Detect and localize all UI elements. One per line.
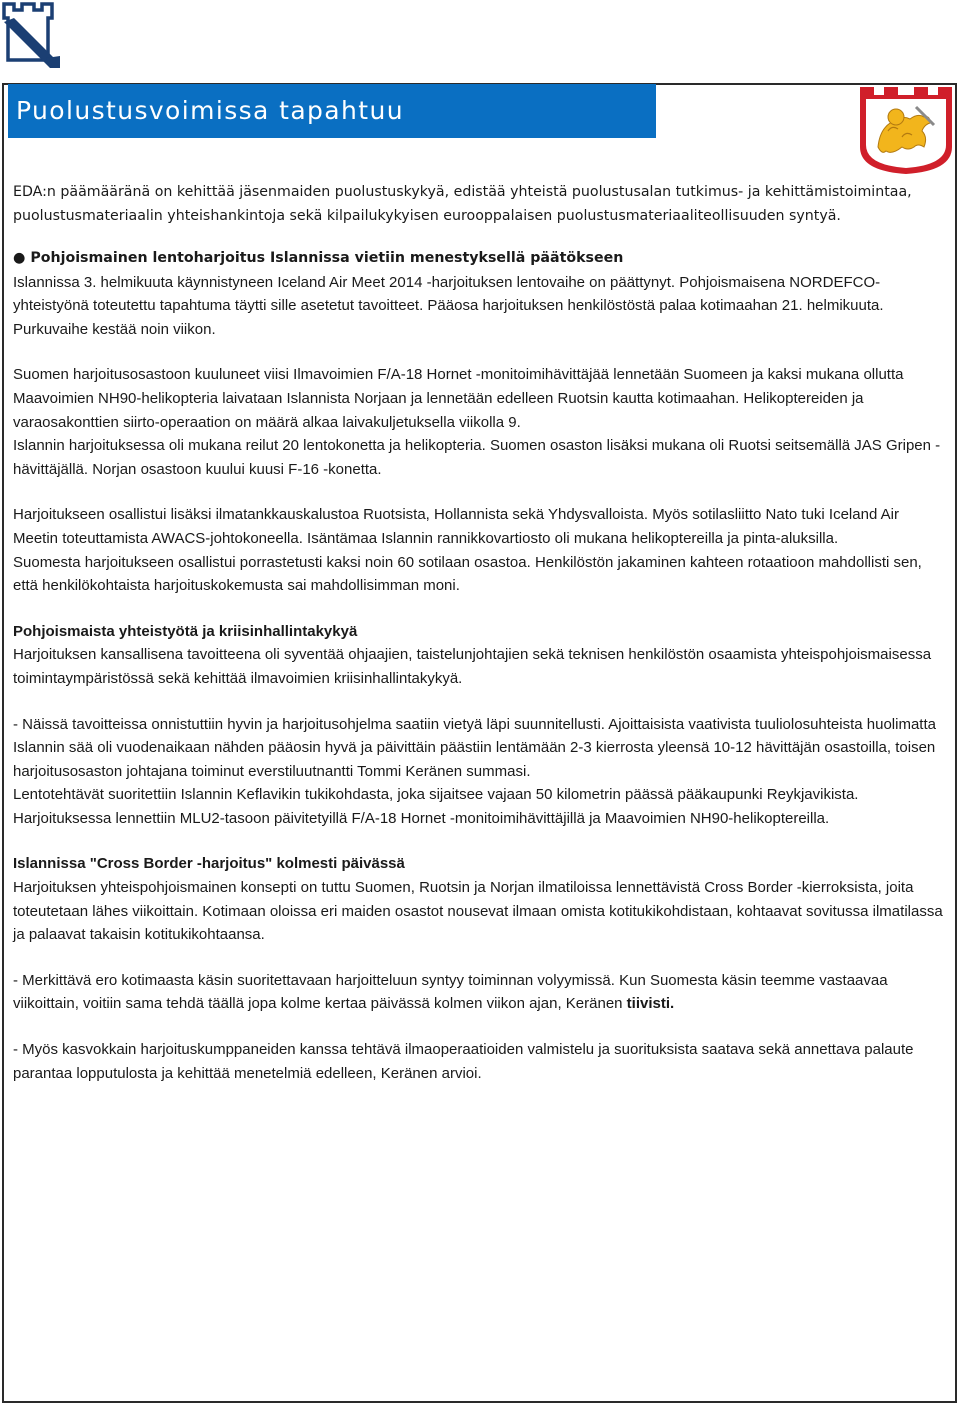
- section-heading: Islannissa "Cross Border -harjoitus" kolmesti päivässä: [13, 855, 405, 873]
- quote-paragraph: - Näissä tavoitteissa onnistuttiin hyvin ja harjoitusohjelma saatiin vietyä läpi suunnitellusti. Ajoittaisista vaativista tuuliolosuhteista huolimatta Islannin sää oli vuodenaikaan nähden pääosin hyvä ja päivittäin päästiin lentämään 2-3 kierrosta yleensä 10-12 hävittäjän osastoilla, toisen harjoitusosaston johtajana toiminut everstiluutnantti Tommi Keränen summasi.: [13, 715, 936, 780]
- paragraph: Suomen harjoitusosastoon kuuluneet viisi Ilmavoimien F/A-18 Hornet -monitoimihävittäjää lennetään Suomeen ja kaksi mukana ollutta Maavoimien NH90-helikopteria laivataan Islannista Norjaan ja lennetään edelleen Ruotsin kautta kotimaahan. Helikoptereiden ja varaosakonttien siirto-operaation on määrä alkaa laivakuljetuksella viikolla 9.: [13, 366, 904, 431]
- tower-shield-logo-icon: [0, 0, 62, 75]
- quote-paragraph: [13, 969, 948, 1016]
- paragraph: Lentotehtävät suoritettiin Islannin Keflavikin tukikohdasta, joka sijaitsee vajaan 50 kilometrin päässä pääkaupunki Reykjavikista. Harjoituksessa lennettiin MLU2-tasoon päivitetyillä F/A-18 Hornet -monitoimihävittäjillä ja Maavoimien NH90-helikoptereilla.: [13, 786, 859, 827]
- section-heading: Pohjoismaista yhteistyötä ja kriisinhallintakykyä: [13, 622, 358, 640]
- paragraph: Harjoitukseen osallistui lisäksi ilmatankkauskalustoa Ruotsista, Hollannista sekä Yhdysvalloista. Myös sotilasliitto Nato tuki Iceland Air Meetin toteuttamista AWACS-johtokoneella. Isäntämaa Islannin rannikkovartiosto oli mukana helikoptereilla ja pinta-aluksilla.: [13, 506, 899, 547]
- quote-emphasis: tiivisti.: [626, 995, 675, 1013]
- paragraph: Islannin harjoituksessa oli mukana reilut 20 lentokonetta ja helikopteria. Suomen osaston lisäksi mukana oli Ruotsi seitsemällä JAS Gripen -hävittäjällä. Norjan osastoon kuului kuusi F-16 -konetta.: [13, 437, 941, 478]
- page-title: Puolustusvoimissa tapahtuu: [8, 84, 656, 138]
- paragraph: Suomesta harjoitukseen osallistui porrastetusti kaksi noin 60 sotilaan osastoa. Henkilöstön jakaminen kahteen rotaatioon mahdollisti sen, että henkilökohtaista harjoituskokemusta sai mahdollisimman moni.: [13, 553, 922, 595]
- paragraph: Harjoituksen yhteispohjoismainen konsepti on tuttu Suomen, Ruotsin ja Norjan ilmatiloissa lennettävistä Cross Border -kierroksista, joita toteutetaan lähes viikoittain. Kotimaan oloissa eri maiden osastot nousevat ilmaan omista kotitukikohdistaan, kohtaavat sovitussa ilmatilassa ja palaavat takaisin kotitukikohtaansa.: [13, 879, 943, 944]
- paragraph: Islannissa 3. helmikuuta käynnistyneen Iceland Air Meet 2014 -harjoituksen lentovaihe on päättynyt. Pohjoismaisena NORDEFCO-yhteistyönä toteutettu tapahtuma täytti sille asetetut tavoitteet. Pääosa harjoituksen henkilöstöstä palaa kotimaahan 21. helmikuuta. Purkuvaihe kestää noin viikon.: [13, 273, 884, 338]
- intro-paragraph: EDA:n päämääränä on kehittää jäsenmaiden puolustuskykyä, edistää yhteistä puolustusalan tutkimus- ja kehittämistoimintaa, puolustusmateriaalin yhteishankintoja sekä kilpailukykyisen eurooppalaisen puolustusmateriaaliteollisuuden syntyä.: [13, 184, 912, 224]
- finnish-defence-forces-lion-emblem-icon: [858, 85, 954, 180]
- bullet-icon: ●: [13, 250, 26, 266]
- article-body: [13, 180, 948, 1085]
- paragraph: Harjoituksen kansallisena tavoitteena oli syventää ohjaajien, taistelunjohtajien sekä teknisen henkilöstön osaamista yhteispohjoismaisessa toimintaympäristössä sekä kehittää ilmavoimien kriisinhallintakykyä.: [13, 646, 932, 687]
- quote-paragraph: - Myös kasvokkain harjoituskumppaneiden kanssa tehtävä ilmaoperaatioiden valmistelu ja suorituksista saatava sekä annettava palaute parantaa lopputulosta ja kehittää menetelmiä edelleen, Keränen arvioi.: [13, 1041, 914, 1082]
- bullet-heading: [13, 247, 948, 271]
- bullet-heading-text: Pohjoismainen lentoharjoitus Islannissa vietiin menestyksellä päätökseen: [30, 250, 624, 266]
- quote-text: - Merkittävä ero kotimaasta käsin suoritettavaan harjoitteluun syntyy toiminnan volyymissä. Kun Suomesta käsin teemme vastaavaa viikoittain, voitiin sama tehdä täällä jopa kolme kertaa päivässä kolmen viikon ajan, Keränen: [13, 971, 888, 1013]
